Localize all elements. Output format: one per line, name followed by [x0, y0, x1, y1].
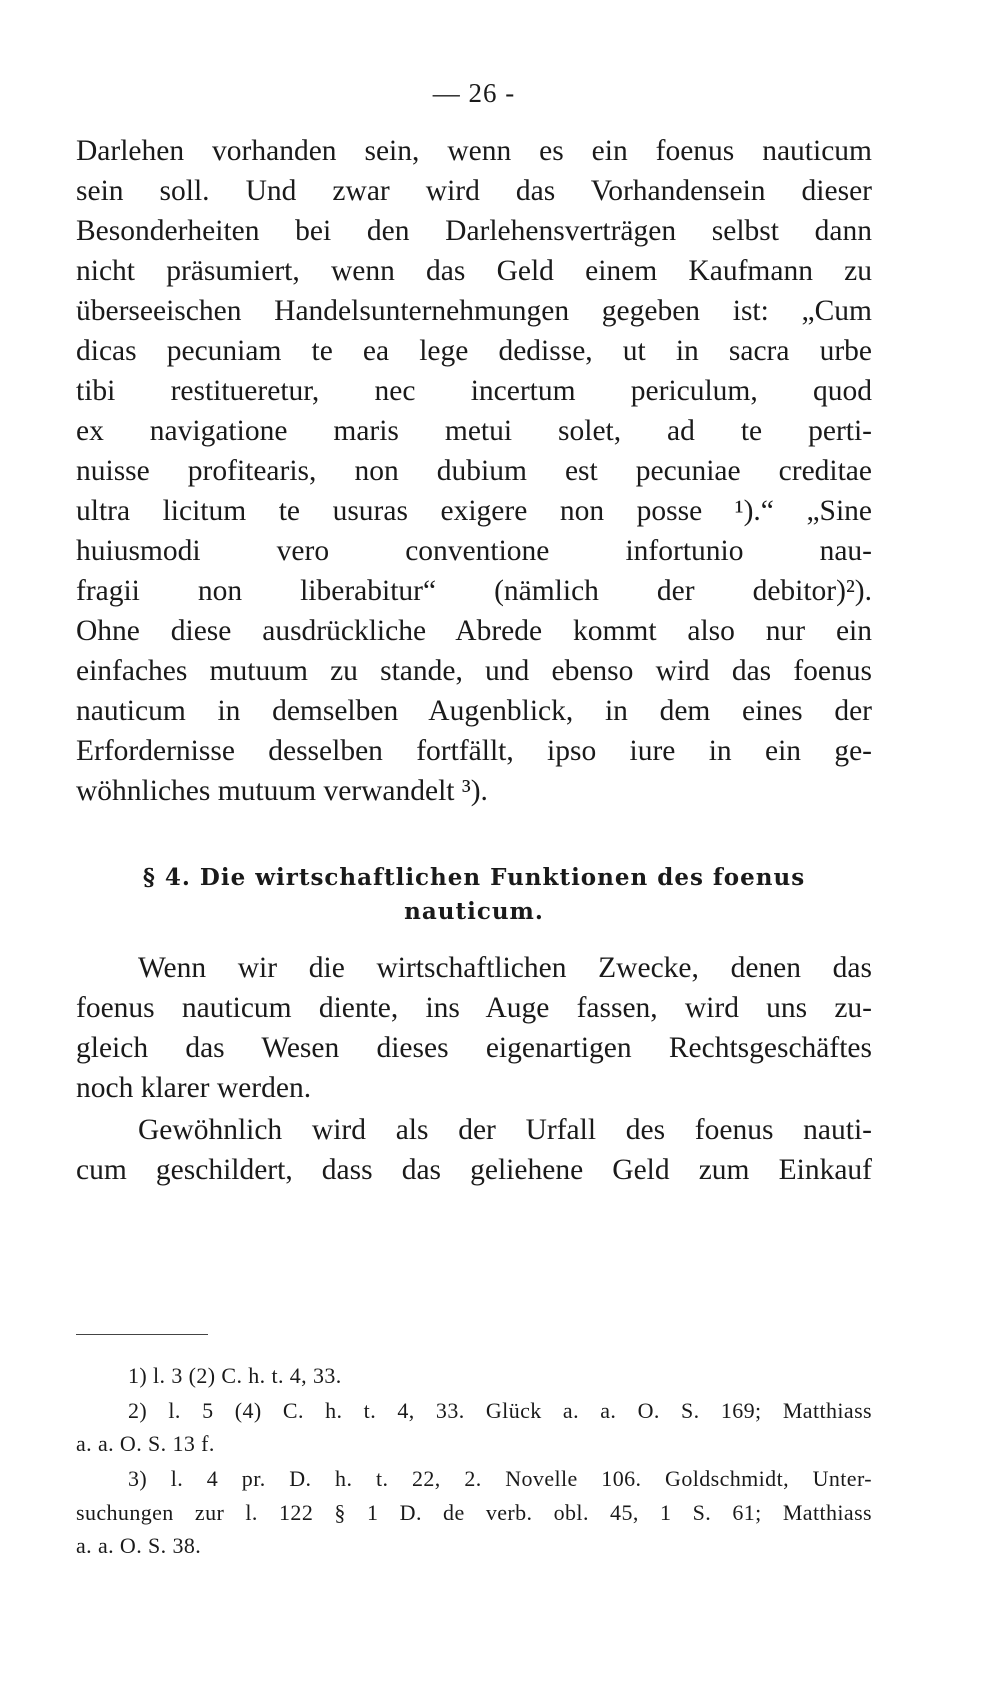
text-line: ex navigatione maris metui solet, ad te perti-	[76, 415, 872, 447]
footnote: 3) l. 4 pr. D. h. t. 22, 2. Novelle 106. Goldschmidt, Unter-	[128, 1466, 872, 1491]
text-line: überseeischen Handelsunternehmungen gegeben ist: „Cum	[76, 295, 872, 327]
section-heading: § 4. Die wirtschaftlichen Funktionen des foenus	[142, 864, 806, 891]
text-line: Besonderheiten bei den Darlehensverträgen selbst dann	[76, 215, 872, 247]
text-line: cum geschildert, dass das geliehene Geld zum Einkauf	[76, 1154, 872, 1186]
book-page	[76, 0, 872, 1706]
text-line: Wenn wir die wirtschaftlichen Zwecke, denen das	[138, 952, 872, 984]
text-line: nauticum in demselben Augenblick, in dem eines der	[76, 695, 872, 727]
footnote-continued: suchungen zur l. 122 § 1 D. de verb. obl. 45, 1 S. 61; Matthiass	[76, 1500, 872, 1525]
text-line: tibi restitueretur, nec incertum periculum, quod	[76, 375, 872, 407]
text-line: wöhnliches mutuum verwandelt ³).	[76, 775, 488, 807]
page-number: — 26 -	[432, 78, 516, 108]
text-line: Gewöhnlich wird als der Urfall des foenus nauti-	[138, 1114, 872, 1146]
text-line: sein soll. Und zwar wird das Vorhandensein dieser	[76, 175, 872, 207]
section-heading-continued: nauticum.	[404, 898, 544, 925]
text-line: fragii non liberabitur“ (nämlich der debitor)²).	[76, 575, 872, 607]
text-line: nicht präsumiert, wenn das Geld einem Kaufmann zu	[76, 255, 872, 287]
footnote-continued: a. a. O. S. 13 f.	[76, 1431, 215, 1456]
text-line: gleich das Wesen dieses eigenartigen Rechtsgeschäftes	[76, 1032, 872, 1064]
text-line: Ohne diese ausdrückliche Abrede kommt also nur ein	[76, 615, 872, 647]
text-line: foenus nauticum diente, ins Auge fassen, wird uns zu-	[76, 992, 872, 1024]
footnote-divider	[76, 1334, 208, 1335]
text-line: Darlehen vorhanden sein, wenn es ein foenus nauticum	[76, 135, 872, 167]
footnote: 2) l. 5 (4) C. h. t. 4, 33. Glück a. a. O. S. 169; Matthiass	[128, 1398, 872, 1423]
footnote: 1) l. 3 (2) C. h. t. 4, 33.	[128, 1363, 342, 1388]
text-line: Erfordernisse desselben fortfällt, ipso iure in ein ge-	[76, 735, 872, 767]
text-line: nuisse profitearis, non dubium est pecuniae creditae	[76, 455, 872, 487]
text-line: dicas pecuniam te ea lege dedisse, ut in sacra urbe	[76, 335, 872, 367]
text-line: huiusmodi vero conventione infortunio nau-	[76, 535, 872, 567]
text-line: noch klarer werden.	[76, 1072, 312, 1104]
text-line: ultra licitum te usuras exigere non posse ¹).“ „Sine	[76, 495, 872, 527]
text-line: einfaches mutuum zu stande, und ebenso wird das foenus	[76, 655, 872, 687]
footnote-continued: a. a. O. S. 38.	[76, 1533, 202, 1558]
